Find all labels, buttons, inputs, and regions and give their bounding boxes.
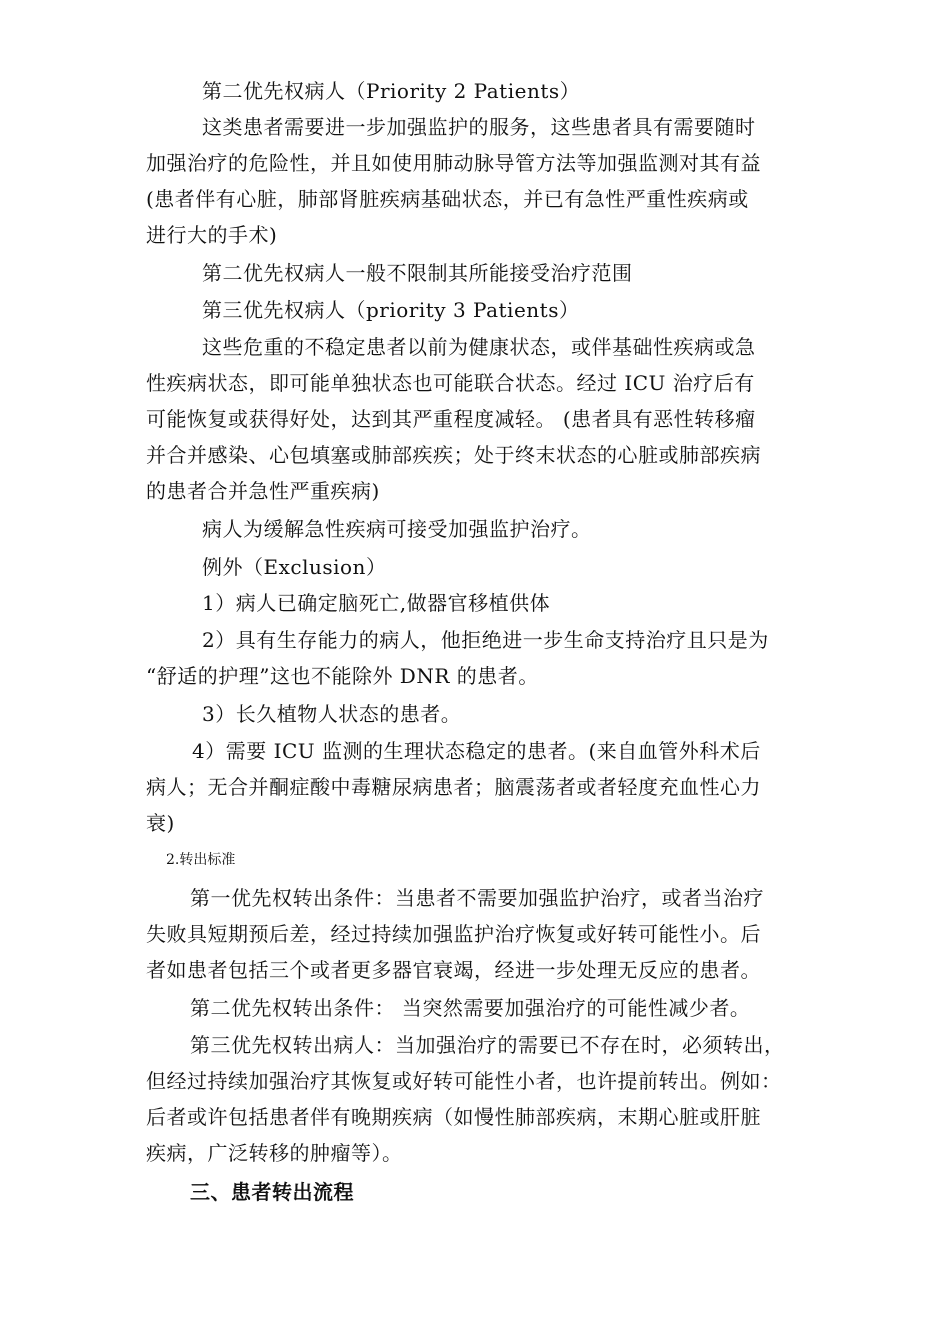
paragraph-line: 失败具短期预后差，经过持续加强监护治疗恢复或好转可能性小。后 xyxy=(146,922,761,946)
paragraph-line: 性疾病状态，即可能单独状态也可能联合状态。经过 ICU 治疗后有 xyxy=(146,371,755,395)
paragraph-line: 加强治疗的危险性，并且如使用肺动脉导管方法等加强监测对其有益 xyxy=(146,151,761,175)
heading-exclusion: 例外（Exclusion） xyxy=(202,555,387,579)
paragraph-line: 第二优先权转出条件： 当突然需要加强治疗的可能性减少者。 xyxy=(190,996,751,1020)
section-heading-transfer-process: 三、患者转出流程 xyxy=(190,1180,354,1204)
paragraph-line: 并合并感染、心包填塞或肺部疾疾；处于终末状态的心脏或肺部疾病 xyxy=(146,443,761,467)
paragraph-line: 的患者合并急性严重疾病) xyxy=(146,479,380,503)
paragraph-line: 这类患者需要进一步加强监护的服务，这些患者具有需要随时 xyxy=(202,115,756,139)
heading-priority-3: 第三优先权病人（priority 3 Patients） xyxy=(202,298,580,322)
paragraph-line: 者如患者包括三个或者更多器官衰竭，经进一步处理无反应的患者。 xyxy=(146,958,761,982)
list-item: 3）长久植物人状态的患者。 xyxy=(202,702,462,726)
paragraph-line: 第三优先权转出病人：当加强治疗的需要已不存在时，必须转出， xyxy=(190,1033,785,1057)
paragraph-line: 第一优先权转出条件：当患者不需要加强监护治疗，或者当治疗 xyxy=(190,886,764,910)
paragraph-line: 第二优先权病人一般不限制其所能接受治疗范围 xyxy=(202,261,633,285)
paragraph-line: 但经过持续加强治疗其恢复或好转可能性小者，也许提前转出。例如： xyxy=(146,1069,782,1093)
list-item: 4）需要 ICU 监测的生理状态稳定的患者。(来自血管外科术后 xyxy=(192,739,761,763)
paragraph-line: (患者伴有心脏，肺部肾脏疾病基础状态，并已有急性严重性疾病或 xyxy=(146,187,749,211)
section-heading-transfer-criteria: 2.转出标准 xyxy=(166,852,236,868)
paragraph-line: 可能恢复或获得好处，达到其严重程度减轻。 (患者具有恶性转移瘤 xyxy=(146,407,756,431)
paragraph-line: 衰) xyxy=(146,811,175,835)
paragraph-line: 进行大的手术) xyxy=(146,223,278,247)
paragraph-line: “舒适的护理”这也不能除外 DNR 的患者。 xyxy=(146,664,539,688)
heading-priority-2: 第二优先权病人（Priority 2 Patients） xyxy=(202,79,581,103)
paragraph-line: 疾病，广泛转移的肿瘤等）。 xyxy=(146,1141,403,1165)
list-item: 1）病人已确定脑死亡,做器官移植供体 xyxy=(202,591,551,615)
paragraph-line: 病人为缓解急性疾病可接受加强监护治疗。 xyxy=(202,517,592,541)
list-item: 2）具有生存能力的病人，他拒绝进一步生命支持治疗且只是为 xyxy=(202,628,769,652)
paragraph-line: 这些危重的不稳定患者以前为健康状态，或伴基础性疾病或急 xyxy=(202,335,756,359)
paragraph-line: 后者或许包括患者伴有晚期疾病（如慢性肺部疾病，末期心脏或肝脏 xyxy=(146,1105,761,1129)
paragraph-line: 病人；无合并酮症酸中毒糖尿病患者；脑震荡者或者轻度充血性心力 xyxy=(146,775,761,799)
